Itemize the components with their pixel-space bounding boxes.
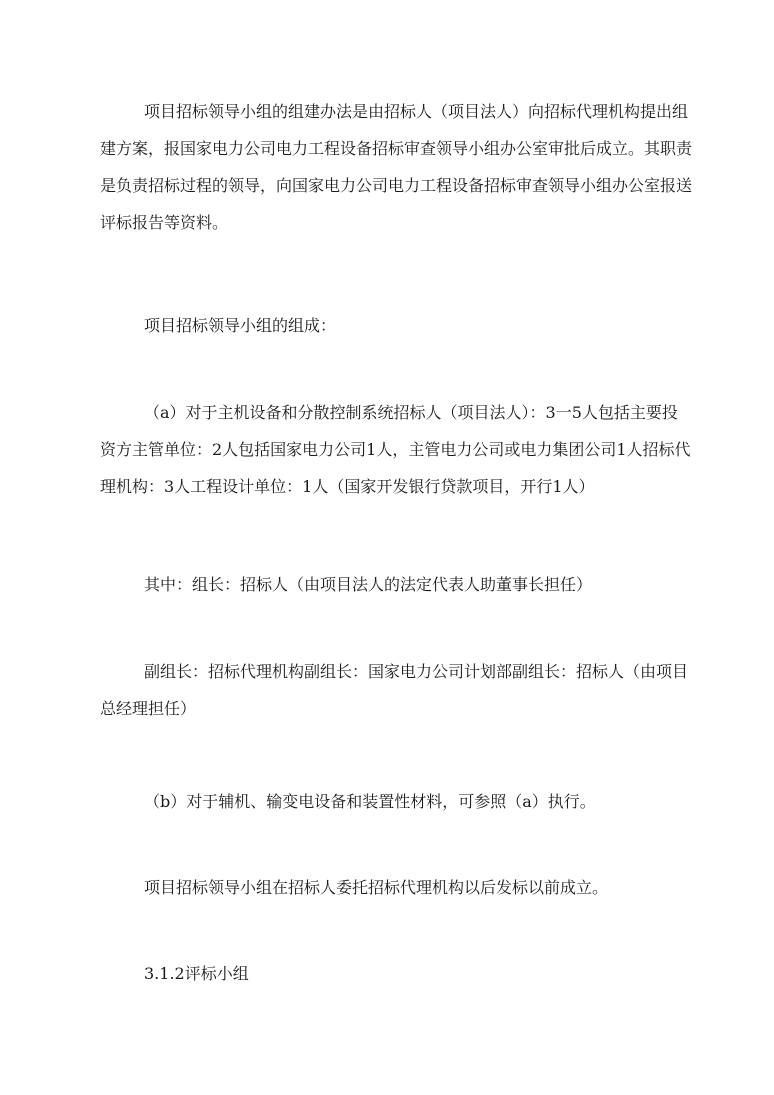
paragraph-formation-method: 项目招标领导小组的组建办法是由招标人（项目法人）向招标代理机构提出组建方案，报国家电力公司电力工程设备招标审查领导小组办公室审批后成立。其职责是负责招标过程的领导，向国家电力公司电力工程设备招标审查领导小组办公室报送评标报告等资料。	[100, 102, 693, 232]
paragraph-deputy-leader: 副组长：招标代理机构副组长：国家电力公司计划部副组长：招标人（由项目总经理担任）	[100, 662, 689, 718]
section-heading-evaluation-group: 3.1.2评标小组	[144, 964, 249, 983]
paragraph-item-a: （a）对于主机设备和分散控制系统招标人（项目法人）：3一5人包括主要投资方主管单位：2人包括国家电力公司1人，主管电力公司或电力集团公司1人招标代理机构：3人工程设计单位：1人（国家开发银行贷款项目，开行1人）	[100, 403, 691, 496]
paragraph-leader: 其中：组长：招标人（由项目法人的法定代表人助董事长担任）	[144, 575, 593, 594]
paragraph-composition-heading: 项目招标领导小组的组成：	[144, 316, 337, 335]
paragraph-item-b: （b）对于辅机、输变电设备和装置性材料，可参照（a）执行。	[144, 792, 596, 811]
paragraph-establishment-time: 项目招标领导小组在招标人委托招标代理机构以后发标以前成立。	[144, 878, 609, 897]
